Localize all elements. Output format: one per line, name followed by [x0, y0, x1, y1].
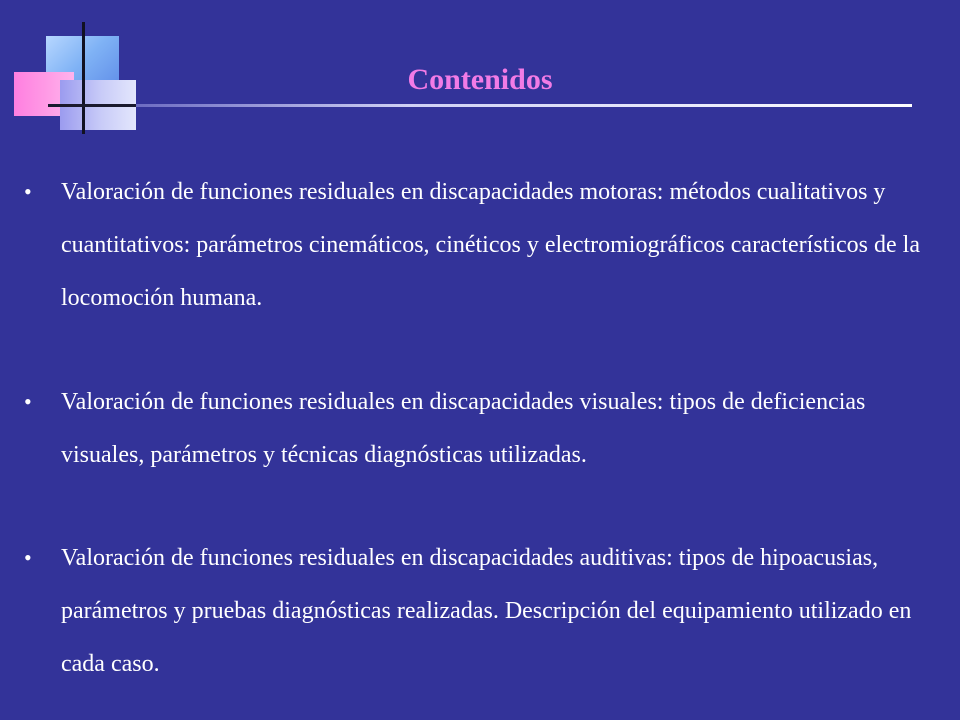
bullet-marker: •: [24, 389, 32, 414]
slide-title: Contenidos: [407, 63, 553, 96]
bullet-text: Valoración de funciones residuales en discapacidades visuales: tipos de deficiencias visuales, parámetros y técnicas diagnósticas utilizadas.: [61, 389, 866, 468]
bullet-text: Valoración de funciones residuales en discapacidades motoras: métodos cualitativos y cuantitativos: parámetros cinemáticos, cinéticos y electromiográficos característicos de la locomoción humana.: [61, 179, 920, 311]
bullet-marker: •: [24, 179, 32, 204]
bullet-text: Valoración de funciones residuales en discapacidades auditivas: tipos de hipoacusias, parámetros y pruebas diagnósticas realizadas. Descripción del equipamiento utilizado en cada caso.: [61, 545, 912, 677]
bullet-marker: •: [24, 545, 32, 570]
